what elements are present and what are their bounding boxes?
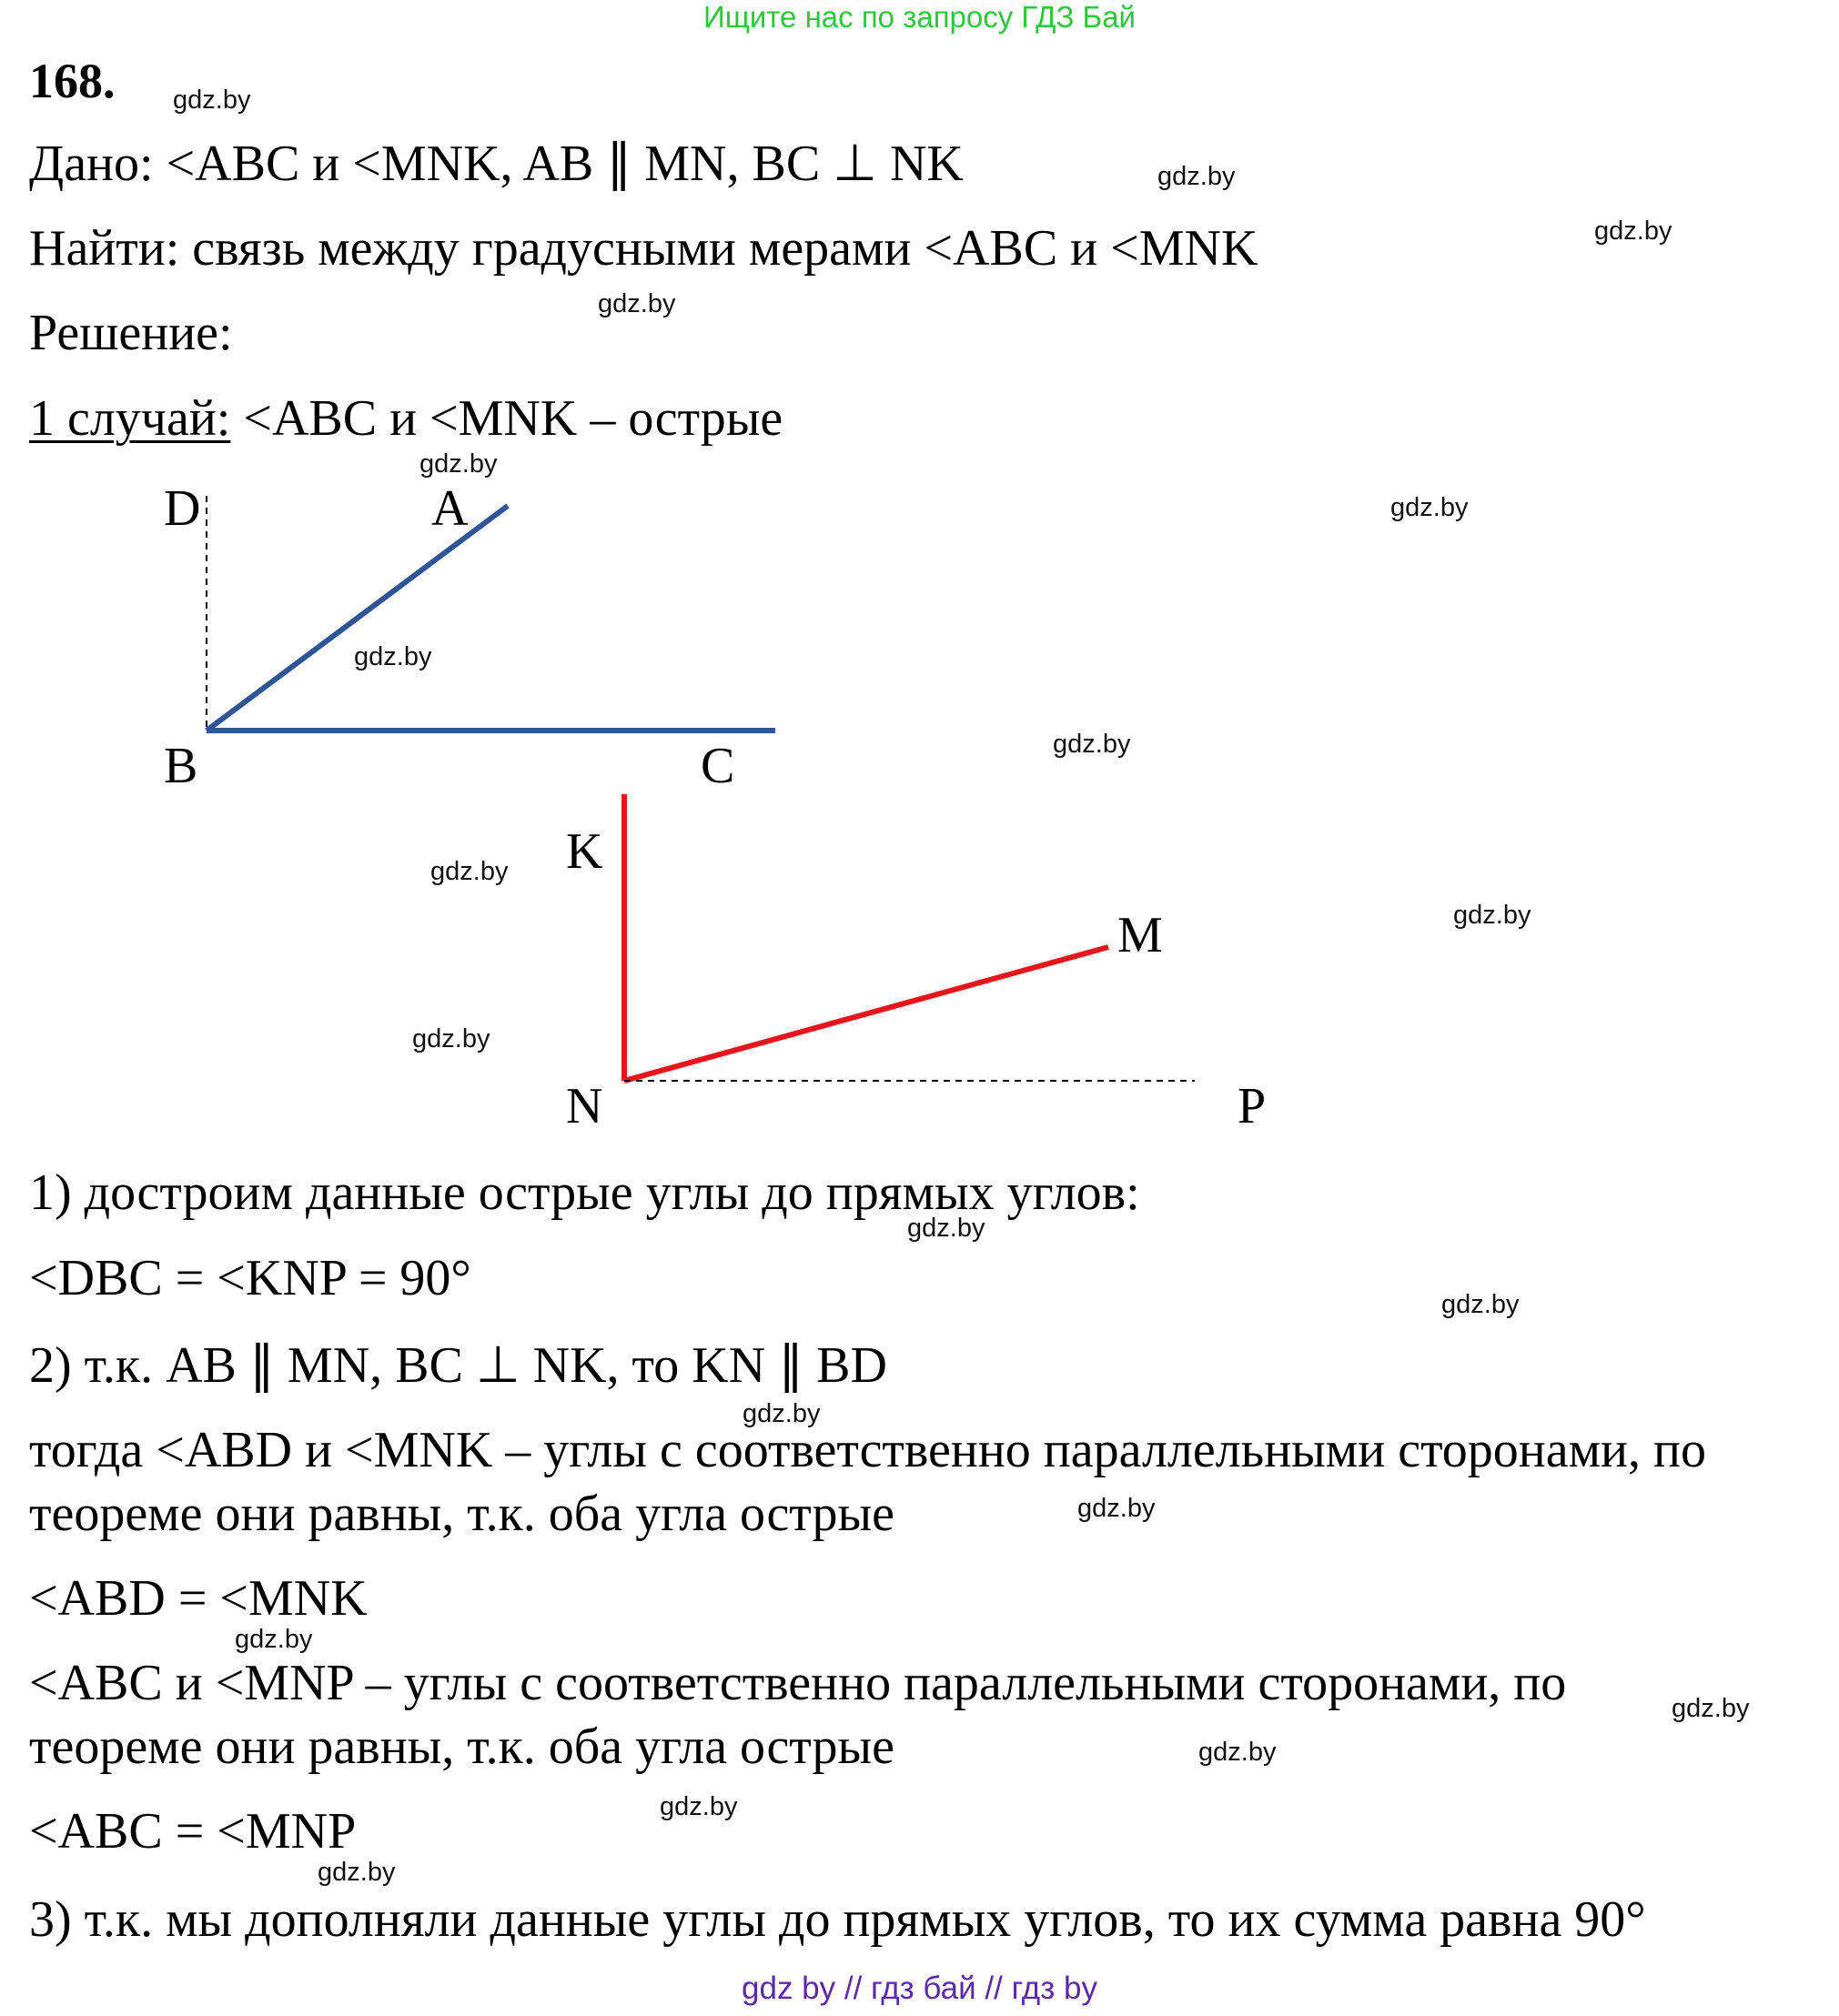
point-label-d: D — [164, 480, 201, 537]
watermark: gdz.by — [1053, 730, 1131, 759]
step-3: 3) т.к. мы дополняли данные углы до прямых углов, то их сумма равна 90° — [29, 1891, 1646, 1948]
point-label-c: C — [701, 738, 735, 794]
watermark: gdz.by — [419, 449, 498, 479]
watermark: gdz.by — [430, 857, 509, 886]
point-label-k: K — [566, 823, 603, 880]
step-2-equation-2: <ABC = <MNP — [29, 1803, 357, 1860]
step-2-text-b-line-1: <ABC и <MNP – углы с соответственно параллельными сторонами, по — [29, 1655, 1567, 1711]
watermark: gdz.by — [235, 1625, 313, 1654]
point-label-p: P — [1238, 1078, 1267, 1134]
step-2-equation-1: <ABD = <MNK — [29, 1570, 368, 1627]
watermark: gdz.by — [660, 1792, 738, 1821]
search-banner: Ищите нас по запросу ГДЗ Бай — [703, 0, 1136, 34]
watermark: gdz.by — [1157, 162, 1236, 191]
case-1-label: 1 случай: — [29, 390, 231, 447]
watermark: gdz.by — [354, 642, 432, 671]
watermark: gdz.by — [1672, 1694, 1750, 1723]
watermark: gdz.by — [1198, 1738, 1277, 1767]
watermark: gdz.by — [318, 1858, 396, 1887]
ray-ba — [207, 506, 508, 731]
watermark: gdz.by — [1441, 1290, 1520, 1319]
find-line: Найти: связь между градусными мерами <ABC и <MNK — [29, 220, 1258, 277]
step-1-equation: <DBC = <KNP = 90° — [29, 1250, 471, 1306]
step-2-text-a-line-1: тогда <ABD и <MNK – углы с соответственно параллельными сторонами, по — [29, 1422, 1706, 1478]
problem-number: 168. — [29, 54, 116, 108]
point-label-n: N — [566, 1078, 603, 1134]
step-2-text-a-line-2: теореме они равны, т.к. оба угла острые — [29, 1486, 894, 1542]
watermark: gdz.by — [1390, 493, 1469, 522]
solution-heading: Решение: — [29, 305, 233, 361]
watermark: gdz.by — [743, 1399, 821, 1428]
case-1-text: <ABC и <MNK – острые — [230, 390, 783, 447]
point-label-m: M — [1117, 907, 1163, 963]
watermark: gdz.by — [598, 289, 676, 318]
footer-watermark: gdz by // гдз бай // гдз by — [742, 1971, 1097, 2006]
ray-nm — [624, 947, 1108, 1081]
point-label-a: A — [431, 480, 469, 537]
watermark: gdz.by — [1453, 901, 1531, 930]
watermark: gdz.by — [412, 1024, 490, 1053]
step-2-text-b-line-2: теореме они равны, т.к. оба угла острые — [29, 1719, 894, 1775]
watermark: gdz.by — [1594, 217, 1672, 246]
step-1: 1) достроим данные острые углы до прямых углов: — [29, 1164, 1140, 1221]
point-label-b: B — [164, 738, 198, 794]
watermark: gdz.by — [907, 1214, 985, 1243]
step-2: 2) т.к. AB ∥ MN, BC ⊥ NK, то KN ∥ BD — [29, 1337, 887, 1394]
watermark: gdz.by — [1077, 1494, 1156, 1523]
watermark: gdz.by — [173, 86, 251, 115]
given-line: Дано: <ABC и <MNK, AB ∥ MN, BC ⊥ NK — [29, 136, 964, 192]
